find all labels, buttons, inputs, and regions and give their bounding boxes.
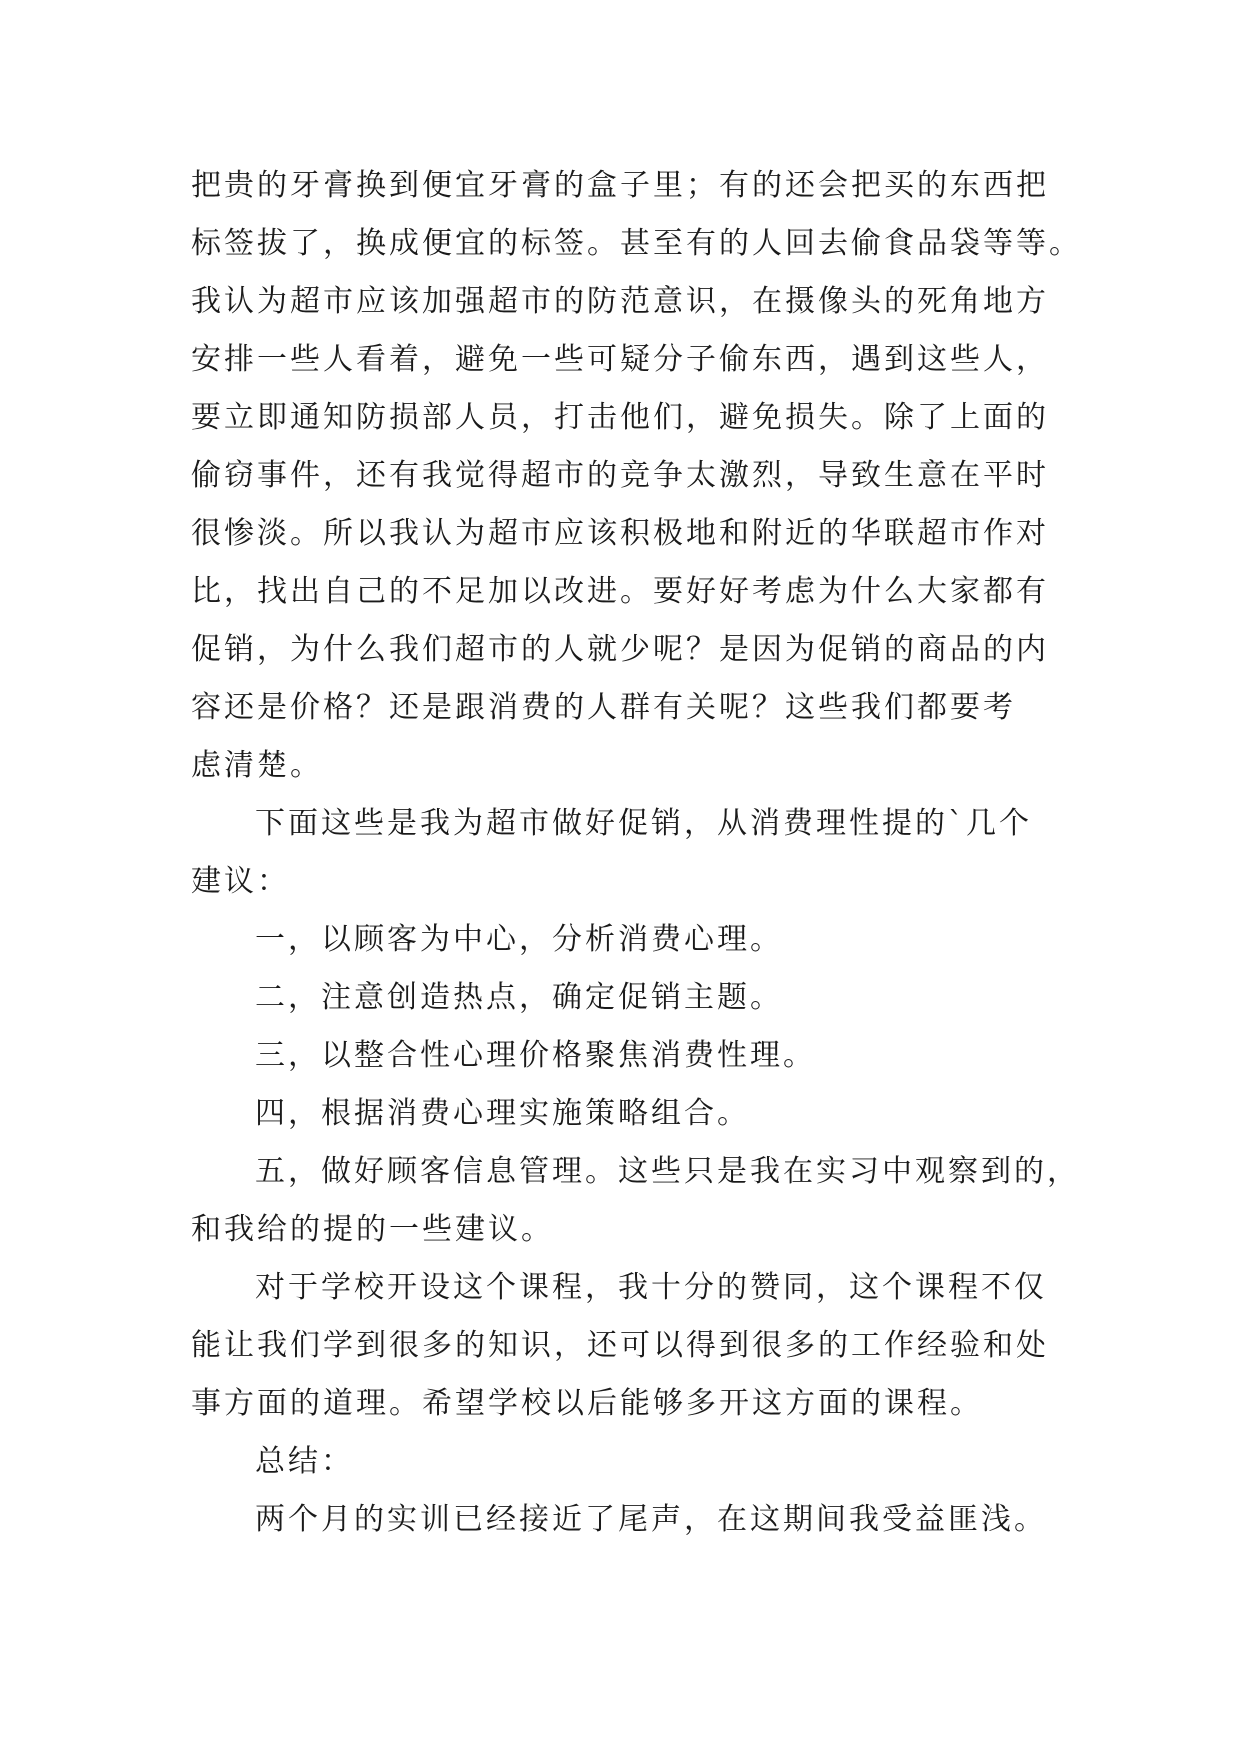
- paragraph-start-line: 两个月的实训已经接近了尾声，在这期间我受益匪浅。: [255, 1502, 1047, 1537]
- list-item: 五，做好顾客信息管理。这些只是我在实习中观察到的，: [255, 1154, 1080, 1189]
- text-line: 事方面的道理。希望学校以后能够多开这方面的课程。: [191, 1386, 983, 1421]
- list-item: 三，以整合性心理价格聚焦消费性理。: [255, 1038, 816, 1073]
- text-line: 比，找出自己的不足加以改进。要好好考虑为什么大家都有: [191, 574, 1049, 609]
- text-line: 建议：: [191, 864, 290, 899]
- text-line: 标签拔了，换成便宜的标签。甚至有的人回去偷食品袋等等。: [191, 226, 1082, 261]
- text-line: 很惨淡。所以我认为超市应该积极地和附近的华联超市作对: [191, 516, 1049, 551]
- text-line: 虑清楚。: [191, 748, 323, 783]
- list-item: 二，注意创造热点，确定促销主题。: [255, 980, 783, 1015]
- text-line: 容还是价格？还是跟消费的人群有关呢？这些我们都要考: [191, 690, 1016, 725]
- list-item: 四，根据消费心理实施策略组合。: [255, 1096, 750, 1131]
- text-line: 能让我们学到很多的知识，还可以得到很多的工作经验和处: [191, 1328, 1049, 1363]
- text-line: 把贵的牙膏换到便宜牙膏的盒子里；有的还会把买的东西把: [191, 168, 1049, 203]
- section-heading: 总结：: [255, 1444, 354, 1479]
- text-line: 我认为超市应该加强超市的防范意识，在摄像头的死角地方: [191, 284, 1049, 319]
- body-text: [191, 157, 1082, 1549]
- text-line: 促销，为什么我们超市的人就少呢？是因为促销的商品的内: [191, 632, 1049, 667]
- list-item: 一，以顾客为中心，分析消费心理。: [255, 922, 783, 957]
- paragraph-start-line: 对于学校开设这个课程，我十分的赞同，这个课程不仅: [255, 1270, 1047, 1305]
- text-line: 要立即通知防损部人员，打击他们，避免损失。除了上面的: [191, 400, 1049, 435]
- paragraph-start-line: 下面这些是我为超市做好促销，从消费理性提的`几个: [255, 806, 1032, 841]
- text-line: 安排一些人看着，避免一些可疑分子偷东西，遇到这些人，: [191, 342, 1049, 377]
- text-line: 偷窃事件，还有我觉得超市的竞争太激烈，导致生意在平时: [191, 458, 1049, 493]
- text-line: 和我给的提的一些建议。: [191, 1212, 554, 1247]
